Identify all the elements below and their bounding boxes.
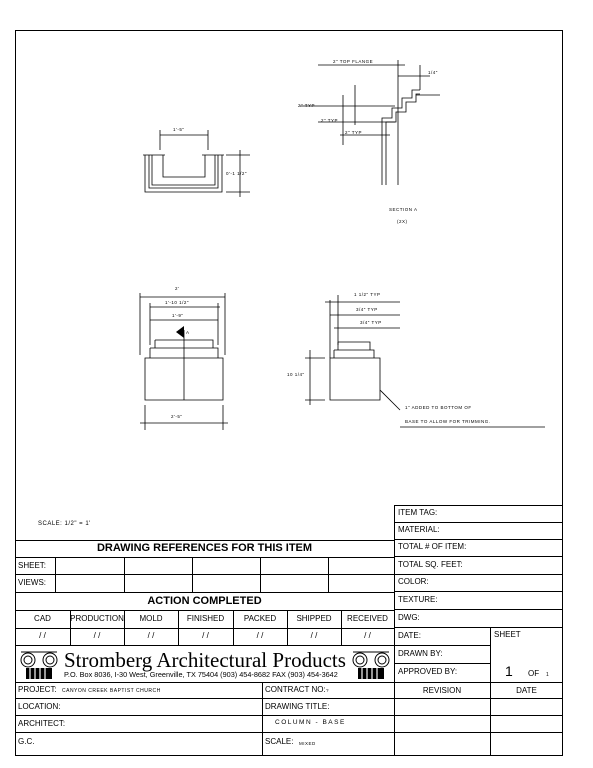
drawing-title-value: COLUMN - BASE <box>275 719 346 726</box>
dwg-label: DWG: <box>398 613 420 622</box>
revision-date-header: DATE <box>516 686 537 695</box>
item-tag-label: ITEM TAG: <box>398 508 438 517</box>
dim-side-3: 3/4" TYP <box>360 320 382 325</box>
dim-typ-1: 2" TYP <box>298 103 316 108</box>
dim-channel-width: 1'-5" <box>173 127 185 132</box>
dim-channel-height: 0'-1 1/2" <box>226 171 247 176</box>
section-sub-label: (2X) <box>397 219 408 224</box>
action-date-mold[interactable]: / / <box>147 631 155 640</box>
company-address: P.O. Box 8036, I-30 West, Greenville, TX 75404 (903) 454-8682 FAX (903) 454-3642 <box>64 670 338 679</box>
note-line-1: 1" ADDED TO BOTTOM OF <box>405 405 472 410</box>
action-col-divider <box>178 610 179 645</box>
architect-label: ARCHITECT: <box>18 719 66 728</box>
action-date-shipped[interactable]: / / <box>310 631 318 640</box>
dim-side-2: 3/4" TYP <box>356 307 378 312</box>
color-label: COLOR: <box>398 577 429 586</box>
company-name: Stromberg Architectural Products <box>64 648 346 672</box>
column-capital-logo-right <box>350 648 392 681</box>
dim-base-3: 1'-9" <box>172 313 184 318</box>
action-date-finished[interactable]: / / <box>202 631 209 640</box>
action-col-mold: MOLD <box>139 614 163 623</box>
action-col-received: RECEIVED <box>347 614 388 623</box>
drawing-title-label: DRAWING TITLE: <box>265 702 330 711</box>
divider <box>394 505 395 756</box>
action-date-received[interactable]: / / <box>364 631 371 640</box>
drawing-references-title: DRAWING REFERENCES FOR THIS ITEM <box>96 542 313 554</box>
scale-value: MIXED <box>299 741 316 746</box>
action-col-divider <box>287 610 288 645</box>
dim-side-1: 1 1/2" TYP <box>354 292 381 297</box>
action-col-packed: PACKED <box>243 614 277 623</box>
sheet-number: 1 <box>505 663 513 679</box>
location-label: LOCATION: <box>18 702 61 711</box>
drawn-by-label: DRAWN BY: <box>398 649 443 658</box>
action-completed-title: ACTION COMPLETED <box>147 595 262 607</box>
contract-value: ? <box>326 688 330 693</box>
section-label: SECTION A <box>389 207 418 212</box>
dim-base-1: 2' <box>175 286 180 291</box>
column-capital-logo-left <box>18 648 60 681</box>
sheet-of-label: OF <box>528 669 540 678</box>
action-date-cad[interactable]: / / <box>39 631 46 640</box>
sheet-ref-label: SHEET: <box>18 561 47 570</box>
dim-base-2: 1'-10 1/2" <box>165 300 189 305</box>
dim-flange: 2" TOP FLANGE <box>333 59 374 64</box>
dim-side-height: 10 1/4" <box>287 372 305 377</box>
action-col-cad: CAD <box>34 614 51 623</box>
action-date-packed[interactable]: / / <box>256 631 264 640</box>
action-col-divider <box>233 610 234 645</box>
action-col-divider <box>124 610 125 645</box>
sheet-total: 1 <box>546 672 549 678</box>
note-line-2: BASE TO ALLOW FOR TRIMMING. <box>405 419 491 424</box>
action-col-shipped: SHIPPED <box>296 614 332 623</box>
project-label: PROJECT: <box>18 685 57 694</box>
gc-label: G.C. <box>18 737 35 746</box>
action-col-production: PRODUCTION <box>70 614 124 623</box>
total-sqft-label: TOTAL SQ. FEET: <box>398 560 463 569</box>
section-marker: A <box>186 330 190 335</box>
dim-base-4: 2'-5" <box>171 414 183 419</box>
dim-quarter: 1/4" <box>428 70 438 75</box>
date-label: DATE: <box>398 631 421 640</box>
scale-note: SCALE: 1/2" = 1' <box>38 521 91 527</box>
views-ref-label: VIEWS: <box>18 578 47 587</box>
texture-label: TEXTURE: <box>398 595 438 604</box>
total-items-label: TOTAL # OF ITEM: <box>398 542 467 551</box>
scale-label: SCALE: <box>265 737 294 746</box>
approved-by-label: APPROVED BY: <box>398 667 458 676</box>
revision-header: REVISION <box>422 686 462 695</box>
sheet-label: SHEET <box>494 630 521 639</box>
action-col-divider <box>70 610 71 645</box>
action-date-production[interactable]: / / <box>93 631 101 640</box>
dim-typ-2: 2" TYP <box>321 118 339 123</box>
action-col-divider <box>341 610 342 645</box>
action-col-finished: FINISHED <box>186 614 225 623</box>
contract-label: CONTRACT NO: <box>265 685 326 694</box>
dim-typ-3: 2" TYP <box>345 130 363 135</box>
project-value: CANYON CREEK BAPTIST CHURCH <box>62 688 161 694</box>
material-label: MATERIAL: <box>398 525 440 534</box>
